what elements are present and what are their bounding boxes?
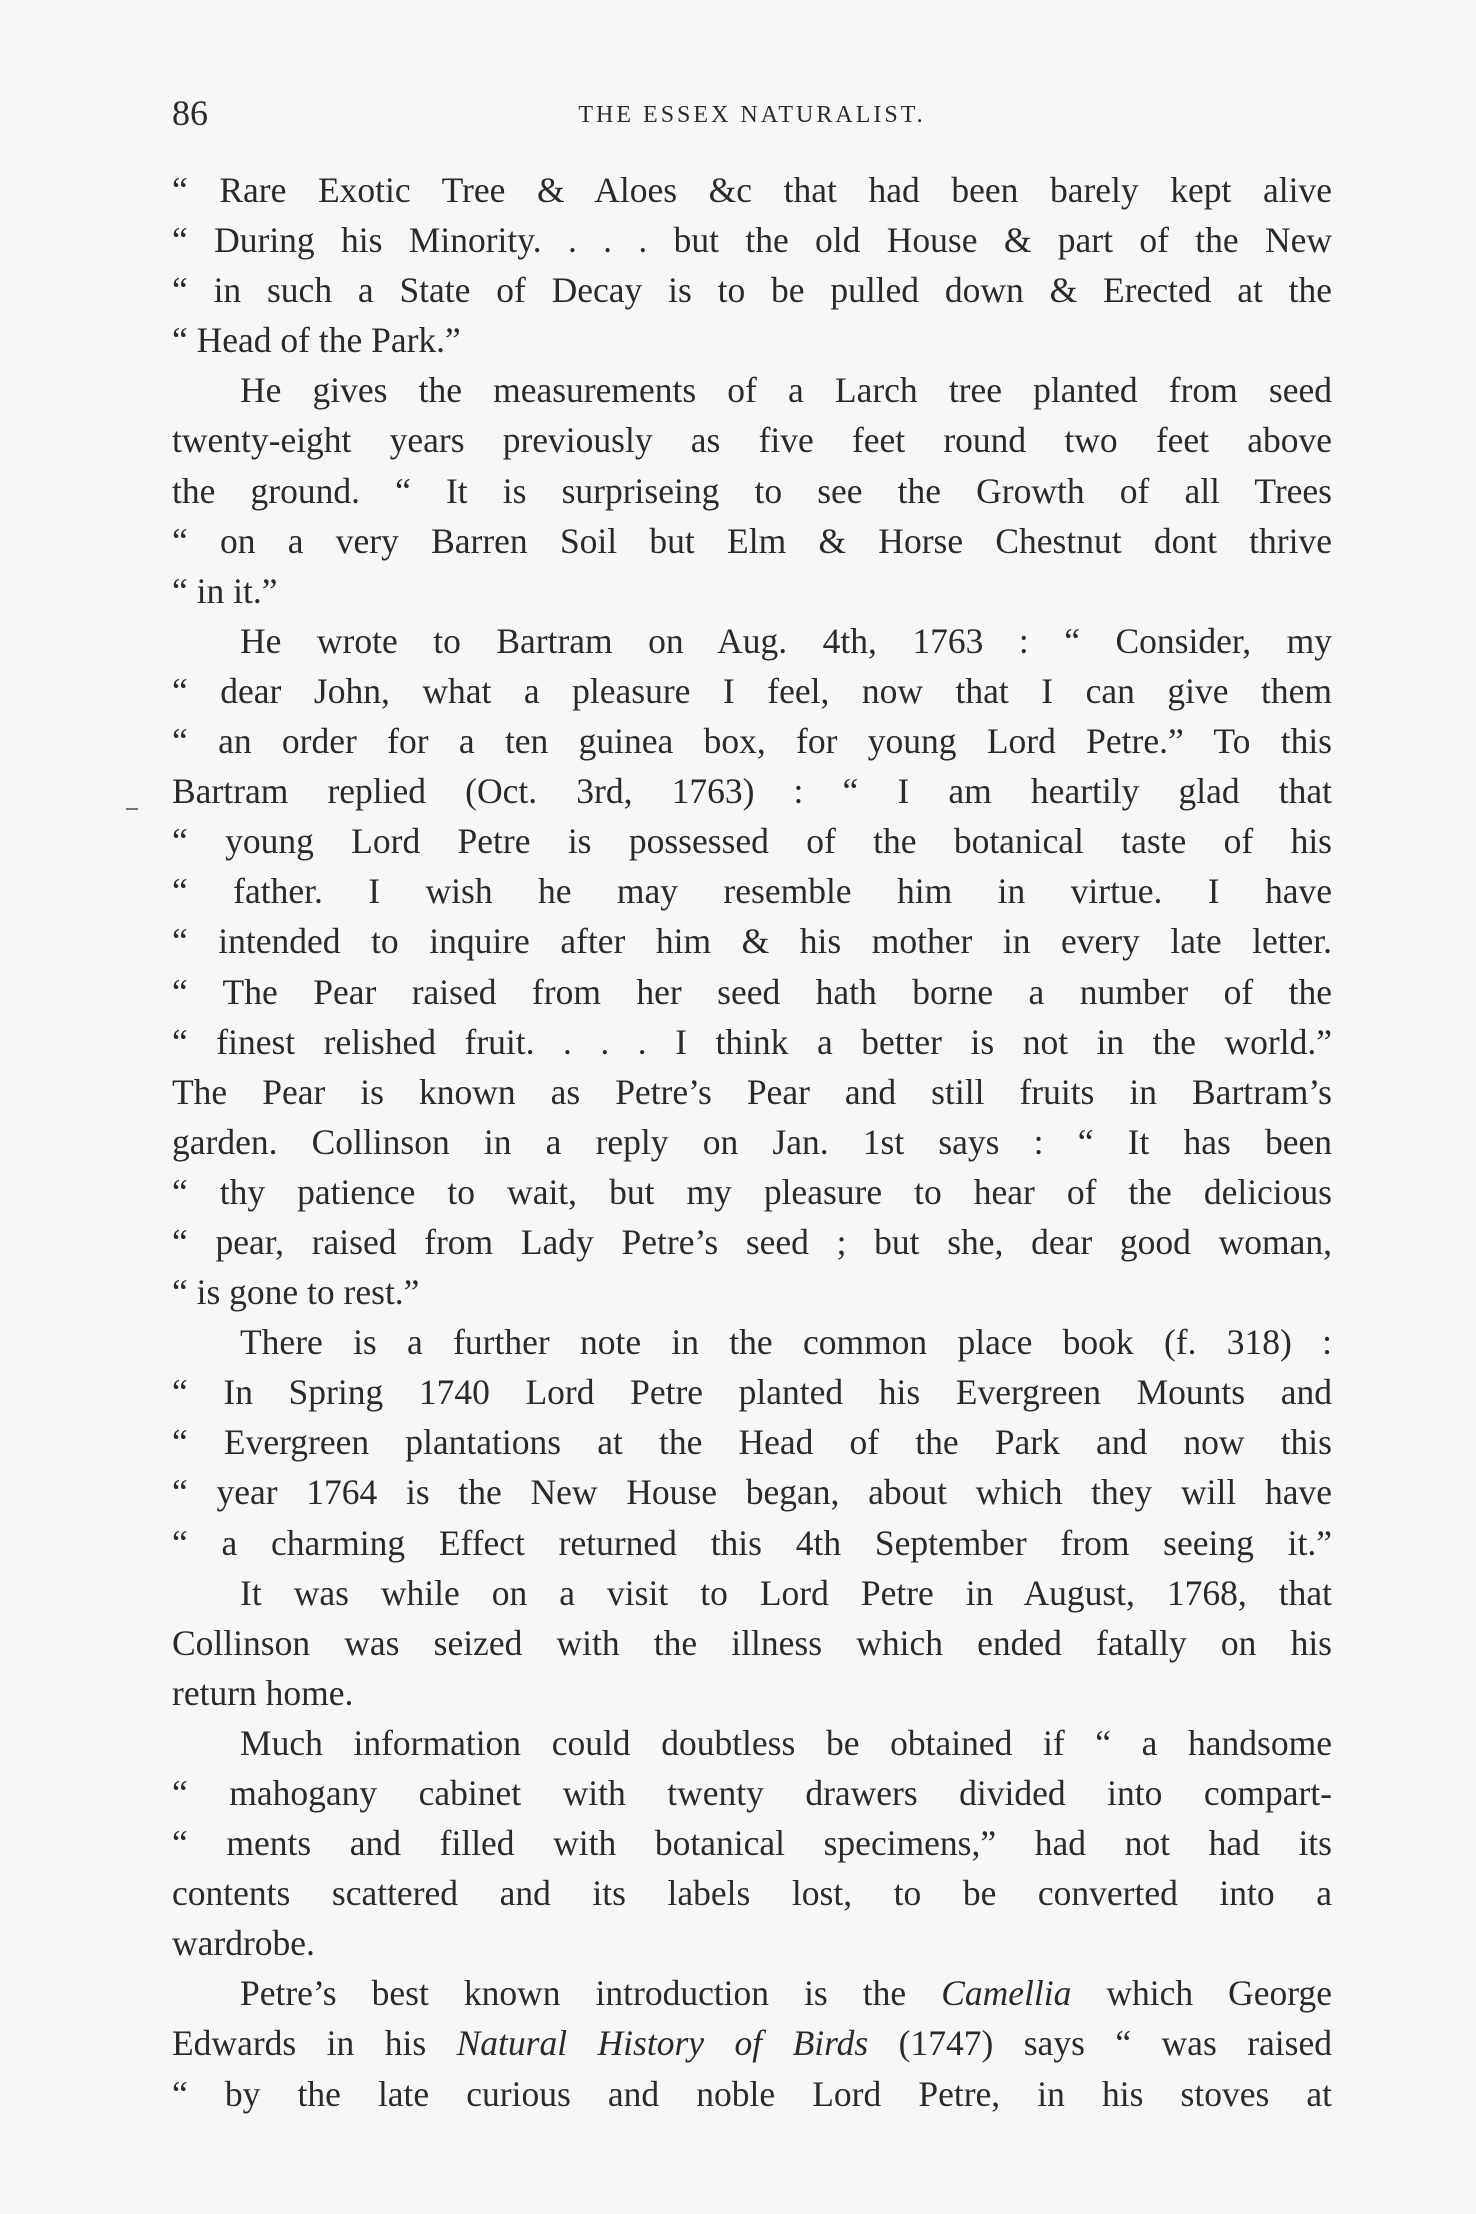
text-line-content: “ Rare Exotic Tree & Aloes &c that had been barely kept alive — [172, 170, 1332, 210]
text-line — [172, 466, 1332, 516]
text-line-content: Bartram replied (Oct. 3rd, 1763) : “ I am heartily glad that — [172, 771, 1332, 812]
text-line — [172, 816, 1332, 866]
text-line-content: “ a charming Effect returned this 4th September from seeing it.” — [172, 1522, 1332, 1563]
text-line-content: “ is gone to rest.” — [172, 1272, 420, 1313]
text-line-content: Petre’s best known introduction is the — [240, 1973, 942, 2014]
text-line — [172, 916, 1332, 966]
text-line — [172, 2018, 1332, 2068]
text-line — [172, 1868, 1332, 1918]
italic-title: Camellia — [941, 1973, 1072, 2014]
text-line — [172, 1267, 1332, 1317]
running-head: THE ESSEX NATURALIST. — [578, 102, 926, 128]
text-line — [172, 415, 1332, 465]
text-line — [172, 1467, 1332, 1517]
text-line — [172, 1568, 1332, 1618]
text-line-content: “ thy patience to wait, but my pleasure to hear of the delicious — [172, 1171, 1332, 1212]
text-line-content: “ on a very Barren Soil but Elm & Horse Chestnut dont thrive — [172, 520, 1332, 561]
text-line — [172, 866, 1332, 916]
text-line-content: contents scattered and its labels lost, to be converted into a — [172, 1873, 1332, 1914]
text-line-content: wardrobe. — [172, 1923, 315, 1964]
text-line — [172, 1217, 1332, 1267]
text-line — [172, 365, 1332, 415]
margin-mark — [126, 808, 138, 810]
text-line-content: “ dear John, what a pleasure I feel, now that I can give them — [172, 670, 1332, 711]
text-line-content: He gives the measurements of a Larch tree planted from seed — [240, 370, 1332, 411]
text-line — [172, 1718, 1332, 1768]
text-line-content: “ Evergreen plantations at the Head of the Park and now this — [172, 1422, 1332, 1463]
text-line — [172, 1518, 1332, 1568]
text-line — [172, 566, 1332, 616]
text-line — [172, 1317, 1332, 1367]
text-line — [172, 716, 1332, 766]
text-line-content: “ ments and filled with botanical specimens,” had not had its — [172, 1823, 1332, 1864]
text-line-content: The Pear is known as Petre’s Pear and still fruits in Bartram’s — [172, 1071, 1332, 1112]
body-text — [172, 165, 1332, 2119]
text-line-content: “ father. I wish he may resemble him in virtue. I have — [172, 871, 1332, 912]
text-line-content: Much information could doubtless be obtained if “ a handsome — [240, 1722, 1332, 1763]
text-line-content: Collinson was seized with the illness which ended fatally on his — [172, 1622, 1332, 1663]
text-line-content: “ by the late curious and noble Lord Petre, in his stoves at — [172, 2073, 1332, 2114]
text-line-content: “ The Pear raised from her seed hath borne a number of the — [172, 971, 1332, 1012]
text-line-content: “ During his Minority. . . . but the old House & part of the New — [172, 220, 1332, 261]
text-line — [172, 666, 1332, 716]
text-line-content: “ intended to inquire after him & his mother in every late letter. — [172, 921, 1332, 962]
text-line — [172, 1618, 1332, 1668]
text-line — [172, 1417, 1332, 1467]
text-line-content: “ in it.” — [172, 570, 278, 611]
italic-title: Natural History of Birds — [456, 2023, 869, 2064]
text-line — [172, 616, 1332, 666]
text-line — [172, 1818, 1332, 1868]
text-line — [172, 967, 1332, 1017]
text-line — [172, 1918, 1332, 1968]
text-line — [172, 766, 1332, 816]
text-line — [172, 1117, 1332, 1167]
text-line-content: He wrote to Bartram on Aug. 4th, 1763 : “ Consider, my — [240, 620, 1332, 661]
text-line-content: “ finest relished fruit. . . . I think a better is not in the world.” — [172, 1021, 1332, 1062]
text-line — [172, 165, 1332, 215]
text-line-tail: which George — [1071, 1973, 1332, 2014]
text-line-content: “ in such a State of Decay is to be pulled down & Erected at the — [172, 270, 1332, 311]
text-line-content: “ In Spring 1740 Lord Petre planted his Evergreen Mounts and — [172, 1372, 1332, 1413]
text-line — [172, 1167, 1332, 1217]
text-line — [172, 1968, 1332, 2018]
text-line — [172, 265, 1332, 315]
text-line — [172, 1668, 1332, 1718]
text-line — [172, 315, 1332, 365]
text-line-content: There is a further note in the common place book (f. 318) : — [240, 1322, 1332, 1363]
text-line-content: garden. Collinson in a reply on Jan. 1st says : “ It has been — [172, 1121, 1332, 1162]
text-line-content: “ Head of the Park.” — [172, 320, 461, 361]
text-line-content: return home. — [172, 1672, 354, 1713]
text-line-tail: (1747) says “ was raised — [868, 2023, 1332, 2064]
text-line — [172, 516, 1332, 566]
text-line — [172, 2069, 1332, 2119]
text-line-content: the ground. “ It is surpriseing to see the Growth of all Trees — [172, 470, 1332, 511]
text-line-content: “ year 1764 is the New House began, about which they will have — [172, 1472, 1332, 1513]
page-number: 86 — [172, 93, 208, 133]
text-line — [172, 1367, 1332, 1417]
text-line-content: “ pear, raised from Lady Petre’s seed ; but she, dear good woman, — [172, 1221, 1332, 1262]
text-line — [172, 1768, 1332, 1818]
text-line-content: twenty-eight years previously as five feet round two feet above — [172, 420, 1332, 461]
text-line — [172, 1067, 1332, 1117]
text-line-content: It was while on a visit to Lord Petre in August, 1768, that — [240, 1572, 1332, 1613]
page-header — [172, 88, 1332, 138]
text-line-content: Edwards in his — [172, 2023, 457, 2064]
text-line — [172, 215, 1332, 265]
text-line-content: “ mahogany cabinet with twenty drawers divided into compart- — [172, 1773, 1332, 1813]
text-line-content: “ young Lord Petre is possessed of the botanical taste of his — [172, 821, 1332, 862]
text-line — [172, 1017, 1332, 1067]
text-line-content: “ an order for a ten guinea box, for young Lord Petre.” To this — [172, 721, 1332, 762]
